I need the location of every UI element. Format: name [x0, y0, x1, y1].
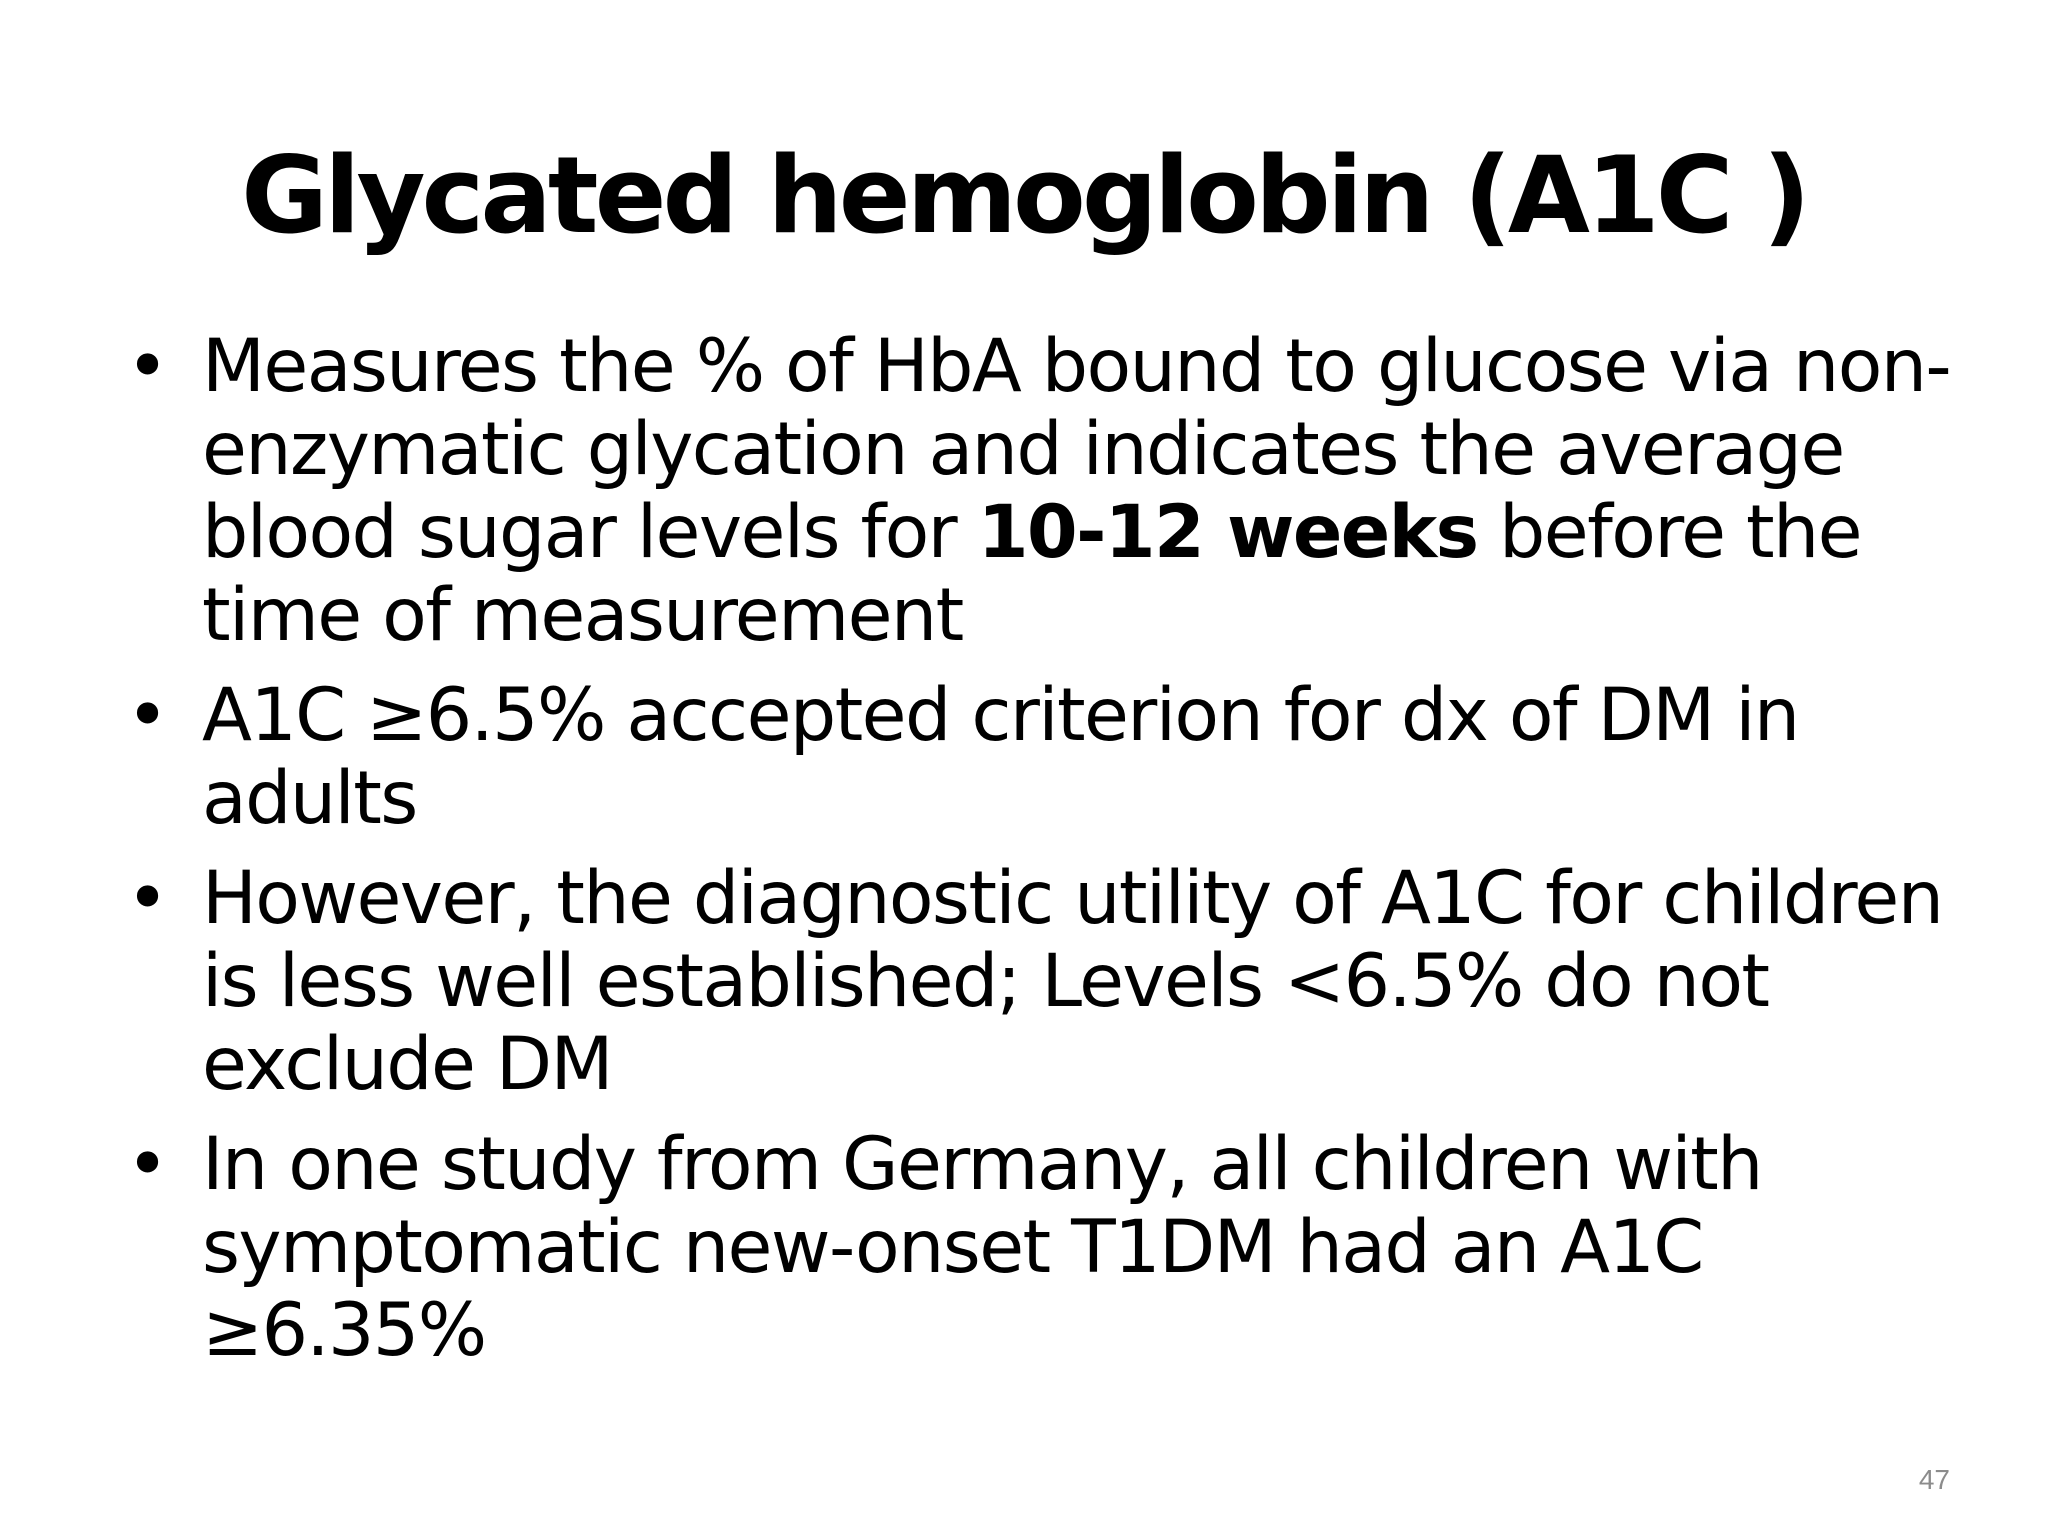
bullet-text: In one study from Germany, all children with symptomatic new-onset T1DM had an A1C ≥6.35%	[202, 1122, 1762, 1373]
bullet-item	[120, 674, 2000, 840]
bullet-marker: •	[126, 673, 168, 758]
slide-title: Glycated hemoglobin (A1C )	[241, 134, 1807, 257]
bullet-marker: •	[126, 324, 168, 409]
bullet-text: A1C ≥6.5% accepted criterion for dx of DM in adults	[202, 673, 1799, 841]
bullet-marker: •	[126, 856, 168, 941]
bullet-item	[120, 325, 2000, 657]
bullet-item	[120, 1123, 2000, 1372]
bullet-text: Measures the % of HbA bound to glucose via non-enzymatic glycation and indicates the average blood sugar levels for	[202, 324, 1951, 575]
page-number: 47	[1918, 1464, 1950, 1495]
bullet-list	[120, 325, 2000, 1389]
bullet-text: before the time of measurement	[202, 490, 1861, 658]
bullet-emphasis: 10-12 weeks	[977, 490, 1478, 575]
bullet-text: However, the diagnostic utility of A1C for children is less well established; Levels <6.5% do not exclude DM	[202, 856, 1943, 1107]
bullet-item	[120, 857, 2000, 1106]
bullet-marker: •	[126, 1122, 168, 1207]
